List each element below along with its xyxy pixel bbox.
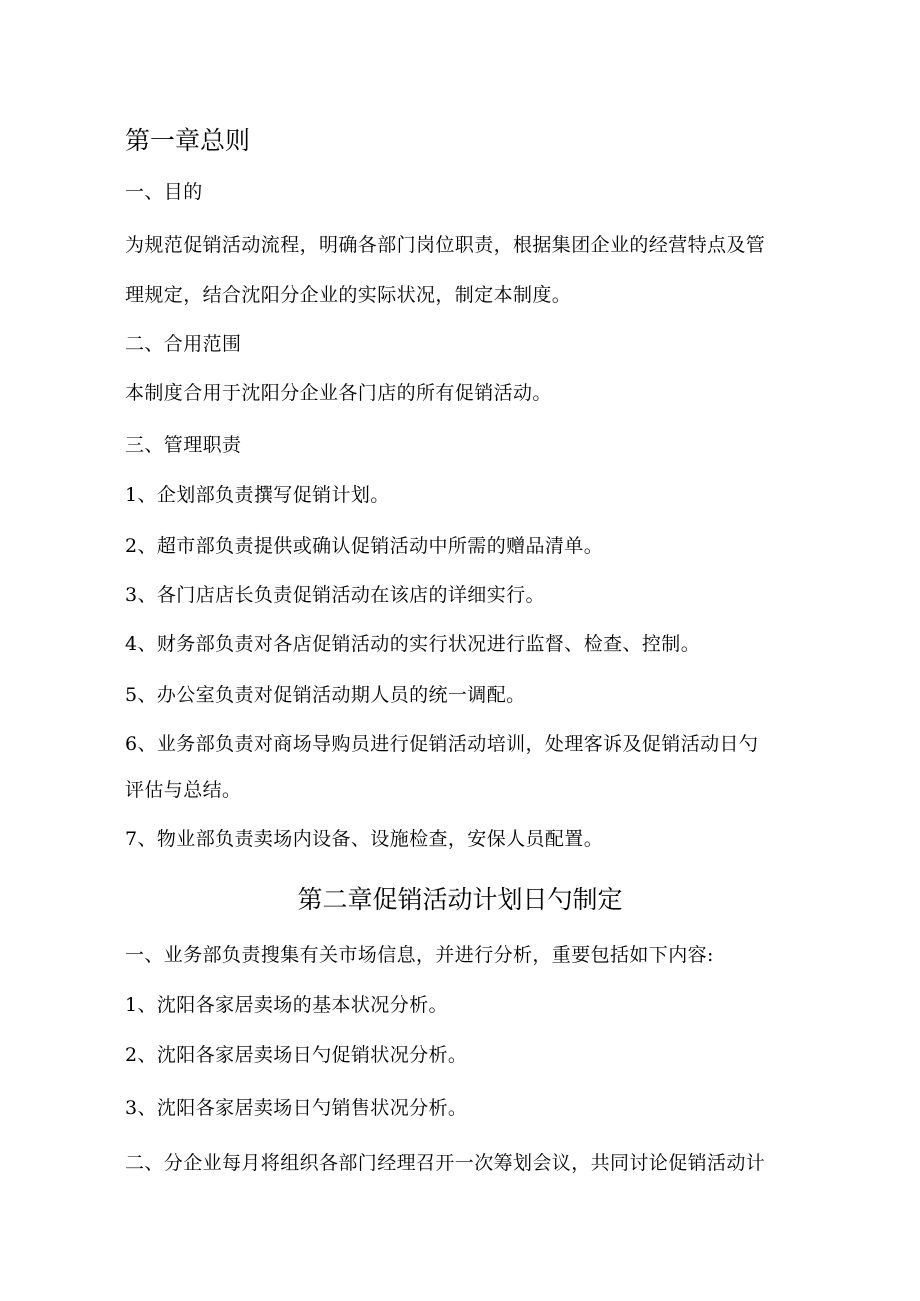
duty-item: 5、办公室负责对促销活动期人员的统一调配。 [125, 684, 526, 706]
chapter2-item1: 一、业务部负责搜集有关市场信息，并进行分析，重要包括如下内容: [125, 944, 714, 966]
duty-item-continuation: 评估与总结。 [125, 779, 242, 801]
chapter2-item2: 二、分企业每月将组织各部门经理召开一次筹划会议，共同讨论促销活动计 [125, 1152, 766, 1174]
analysis-item: 3、沈阳各家居卖场日勺销售状况分析。 [125, 1097, 468, 1119]
duty-item: 1、企划部负责撰写促销计划。 [125, 484, 390, 506]
chapter2-title: 第二章促销活动计划日勺制定 [297, 885, 623, 914]
section1-paragraph-line1: 为规范促销活动流程，明确各部门岗位职责，根据集团企业的经营特点及管 [125, 234, 766, 256]
chapter1-title: 第一章总则 [125, 126, 251, 155]
section1-heading: 一、目的 [125, 181, 203, 203]
analysis-item: 1、沈阳各家居卖场的基本状况分析。 [125, 994, 448, 1016]
duty-item: 4、财务部负责对各店促销活动的实行状况进行监督、检查、控制。 [125, 633, 701, 655]
analysis-item: 2、沈阳各家居卖场日勺促销状况分析。 [125, 1044, 468, 1066]
duty-item: 3、各门店店长负责促销活动在该店的详细实行。 [125, 584, 545, 606]
section1-paragraph-line2: 理规定，结合沈阳分企业的实际状况，制定本制度。 [125, 284, 572, 306]
duty-item: 6、业务部负责对商场导购员进行促销活动培训，处理客诉及促销活动日勺 [125, 733, 759, 755]
section2-paragraph: 本制度合用于沈阳分企业各门店的所有促销活动。 [125, 382, 552, 404]
section3-heading: 三、管理职责 [125, 434, 242, 456]
section2-heading: 二、合用范围 [125, 333, 242, 355]
duty-item: 7、物业部负责卖场内设备、设施检查，安保人员配置。 [125, 828, 604, 850]
duty-item: 2、超市部负责提供或确认促销活动中所需的赠品清单。 [125, 535, 604, 557]
